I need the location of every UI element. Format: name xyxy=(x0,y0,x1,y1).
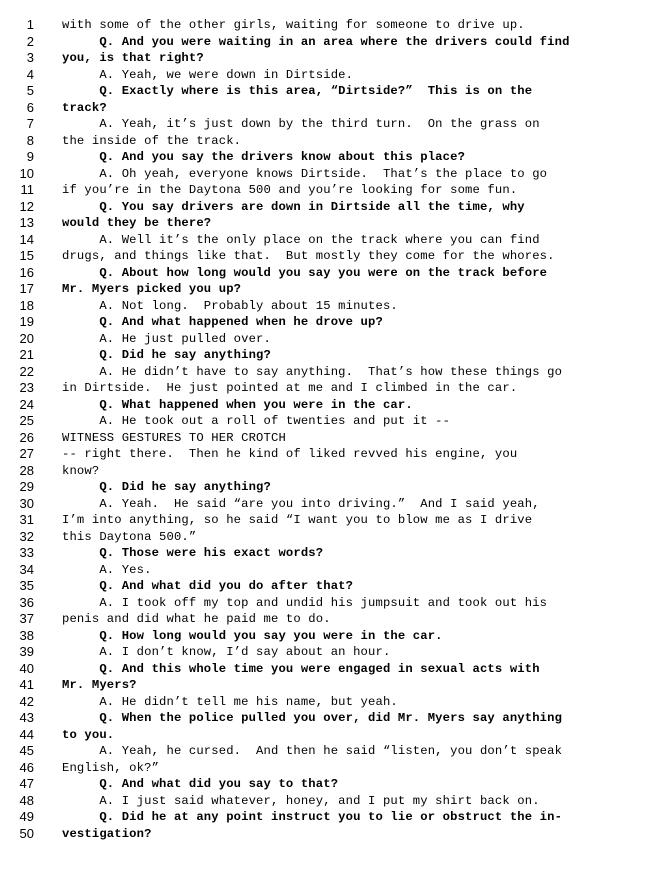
answer-text: penis and did what he paid me to do. xyxy=(62,612,331,626)
question-text: you, is that right? xyxy=(62,51,204,65)
line-number: 12 xyxy=(19,198,34,214)
line-number: 18 xyxy=(19,297,34,313)
line-number: 4 xyxy=(26,66,34,82)
question-text: vestigation? xyxy=(62,826,152,841)
answer-text: A. I took off my top and undid his jumpsuit and took out his xyxy=(62,595,548,610)
answer-text: A. Well it’s the only place on the track where you can find xyxy=(62,232,540,247)
question-text: Q. Exactly where is this area, “Dirtside?” This is on the xyxy=(62,84,533,98)
question-text: Q. Did he say anything? xyxy=(62,348,271,362)
line-number: 38 xyxy=(19,627,34,643)
line-number: 5 xyxy=(26,83,34,98)
question-text: Q. About how long would you say you were on the track before xyxy=(62,265,548,280)
line-number: 34 xyxy=(19,561,34,577)
answer-text: A. He didn’t tell me his name, but yeah. xyxy=(62,694,398,709)
question-text: Q. And what did you say to that? xyxy=(62,777,339,791)
line-number: 31 xyxy=(19,512,34,527)
line-number: 10 xyxy=(19,165,34,181)
question-text: Q. And you were waiting in an area where the drivers could find xyxy=(62,34,570,49)
answer-text: the inside of the track. xyxy=(62,133,242,148)
transcript-line xyxy=(0,331,645,348)
line-number: 7 xyxy=(26,116,34,131)
answer-text: A. Yeah, we were down in Dirtside. xyxy=(62,67,354,82)
transcript-line xyxy=(0,727,645,744)
answer-text: drugs, and things like that. But mostly they come for the whores. xyxy=(62,249,555,263)
line-number: 45 xyxy=(19,743,34,758)
transcript-line xyxy=(0,644,645,661)
answer-text: A. I don’t know, I’d say about an hour. xyxy=(62,645,391,659)
line-number: 11 xyxy=(20,182,34,197)
line-number: 47 xyxy=(19,776,34,791)
transcript-line xyxy=(0,215,645,232)
line-number: 39 xyxy=(19,644,34,659)
answer-text: English, ok?” xyxy=(62,760,160,775)
question-text: Mr. Myers? xyxy=(62,678,137,692)
line-number: 48 xyxy=(19,792,34,808)
question-text: Q. Did he say anything? xyxy=(62,480,271,494)
transcript-line xyxy=(0,413,645,430)
transcript-line xyxy=(0,265,645,282)
transcript-line xyxy=(0,677,645,694)
answer-text: in Dirtside. He just pointed at me and I climbed in the car. xyxy=(62,381,518,395)
line-number: 29 xyxy=(19,479,34,494)
line-number: 13 xyxy=(19,215,34,230)
answer-text: A. I just said whatever, honey, and I put my shirt back on. xyxy=(62,793,540,808)
line-number: 2 xyxy=(26,33,34,49)
answer-text: A. Oh yeah, everyone knows Dirtside. That’s the place to go xyxy=(62,166,548,181)
line-number: 36 xyxy=(19,594,34,610)
transcript-line xyxy=(0,347,645,364)
transcript-line xyxy=(0,166,645,183)
transcript-line xyxy=(0,83,645,100)
transcript-line xyxy=(0,446,645,463)
transcript-line xyxy=(0,100,645,117)
question-text: Q. And this whole time you were engaged in sexual acts with xyxy=(62,661,540,676)
answer-text: A. Yeah, he cursed. And then he said “listen, you don’t speak xyxy=(62,744,563,758)
transcript-line xyxy=(0,397,645,414)
transcript-line xyxy=(0,298,645,315)
transcript-line xyxy=(0,826,645,843)
transcript-line xyxy=(0,743,645,760)
line-number: 23 xyxy=(19,380,34,395)
answer-text: A. He took out a roll of twenties and put it -- xyxy=(62,414,451,428)
line-number: 21 xyxy=(19,347,34,362)
line-number: 37 xyxy=(19,611,34,626)
line-number: 3 xyxy=(26,50,34,65)
line-number: 15 xyxy=(19,248,34,263)
line-number: 27 xyxy=(19,446,34,461)
answer-text: if you’re in the Daytona 500 and you’re looking for some fun. xyxy=(62,183,518,197)
transcript-line xyxy=(0,512,645,529)
line-number: 1 xyxy=(26,17,34,32)
line-number: 32 xyxy=(19,528,34,544)
transcript-line xyxy=(0,116,645,133)
answer-text: A. Not long. Probably about 15 minutes. xyxy=(62,298,398,313)
line-number: 17 xyxy=(19,281,34,296)
transcript-line xyxy=(0,760,645,777)
question-text: would they be there? xyxy=(62,216,212,230)
answer-text: this Daytona 500.” xyxy=(62,529,197,544)
transcript-line xyxy=(0,545,645,562)
transcript-line xyxy=(0,364,645,381)
answer-text: -- right there. Then he kind of liked revved his engine, you xyxy=(62,447,518,461)
transcript-line xyxy=(0,496,645,513)
transcript-line xyxy=(0,710,645,727)
transcript-line xyxy=(0,17,645,34)
line-number: 20 xyxy=(19,330,34,346)
question-text: Q. When the police pulled you over, did Mr. Myers say anything xyxy=(62,711,563,725)
question-text: Mr. Myers picked you up? xyxy=(62,282,242,296)
transcript-line xyxy=(0,380,645,397)
question-text: Q. And what did you do after that? xyxy=(62,579,354,593)
transcript-line xyxy=(0,67,645,84)
transcript-line xyxy=(0,281,645,298)
line-number: 24 xyxy=(19,396,34,412)
line-number: 49 xyxy=(19,809,34,824)
transcript-line xyxy=(0,776,645,793)
line-number: 19 xyxy=(19,314,34,329)
answer-text: A. He just pulled over. xyxy=(62,331,271,346)
line-number: 28 xyxy=(19,462,34,478)
transcript-line xyxy=(0,809,645,826)
line-number: 41 xyxy=(19,677,34,692)
question-text: to you. xyxy=(62,727,115,742)
answer-text: A. Yeah, it’s just down by the third turn. On the grass on xyxy=(62,117,540,131)
transcript-line xyxy=(0,463,645,480)
answer-text: WITNESS GESTURES TO HER CROTCH xyxy=(62,430,286,445)
transcript-line xyxy=(0,529,645,546)
transcript-line xyxy=(0,694,645,711)
line-number: 9 xyxy=(26,149,34,164)
line-number: 14 xyxy=(19,231,34,247)
transcript-line xyxy=(0,50,645,67)
line-number: 8 xyxy=(26,132,34,148)
question-text: Q. And what happened when he drove up? xyxy=(62,315,383,329)
line-number: 50 xyxy=(19,825,34,841)
line-number: 6 xyxy=(26,99,34,115)
answer-text: A. Yes. xyxy=(62,562,152,577)
transcript-line xyxy=(0,232,645,249)
transcript-line xyxy=(0,611,645,628)
line-number: 26 xyxy=(19,429,34,445)
transcript-line xyxy=(0,149,645,166)
transcript-line xyxy=(0,793,645,810)
answer-text: know? xyxy=(62,463,100,478)
question-text: Q. You say drivers are down in Dirtside all the time, why xyxy=(62,199,525,214)
line-number: 25 xyxy=(19,413,34,428)
question-text: Q. Those were his exact words? xyxy=(62,546,324,560)
transcript-line xyxy=(0,248,645,265)
question-text: Q. How long would you say you were in the car. xyxy=(62,628,443,643)
transcript-line xyxy=(0,182,645,199)
transcript-line xyxy=(0,199,645,216)
question-text: Q. And you say the drivers know about this place? xyxy=(62,150,466,164)
line-number: 43 xyxy=(19,710,34,725)
transcript-line xyxy=(0,595,645,612)
line-number: 22 xyxy=(19,363,34,379)
transcript-line xyxy=(0,562,645,579)
transcript-line xyxy=(0,628,645,645)
transcript-line xyxy=(0,34,645,51)
line-number: 44 xyxy=(19,726,34,742)
line-number: 33 xyxy=(19,545,34,560)
question-text: track? xyxy=(62,100,107,115)
line-number: 30 xyxy=(19,495,34,511)
answer-text: A. He didn’t have to say anything. That’s how these things go xyxy=(62,364,563,379)
answer-text: I’m into anything, so he said “I want you to blow me as I drive xyxy=(62,513,533,527)
transcript-line xyxy=(0,661,645,678)
transcript-line xyxy=(0,479,645,496)
line-number: 46 xyxy=(19,759,34,775)
transcript-line xyxy=(0,578,645,595)
transcript-line xyxy=(0,430,645,447)
line-number: 35 xyxy=(19,578,34,593)
line-number: 16 xyxy=(19,264,34,280)
transcript-line xyxy=(0,314,645,331)
transcript-line xyxy=(0,133,645,150)
question-text: Q. Did he at any point instruct you to lie or obstruct the in- xyxy=(62,810,563,824)
line-number: 40 xyxy=(19,660,34,676)
line-number: 42 xyxy=(19,693,34,709)
question-text: Q. What happened when you were in the car. xyxy=(62,397,413,412)
answer-text: A. Yeah. He said “are you into driving.” And I said yeah, xyxy=(62,496,540,511)
answer-text: with some of the other girls, waiting for someone to drive up. xyxy=(62,18,525,32)
transcript-lines xyxy=(0,17,645,842)
